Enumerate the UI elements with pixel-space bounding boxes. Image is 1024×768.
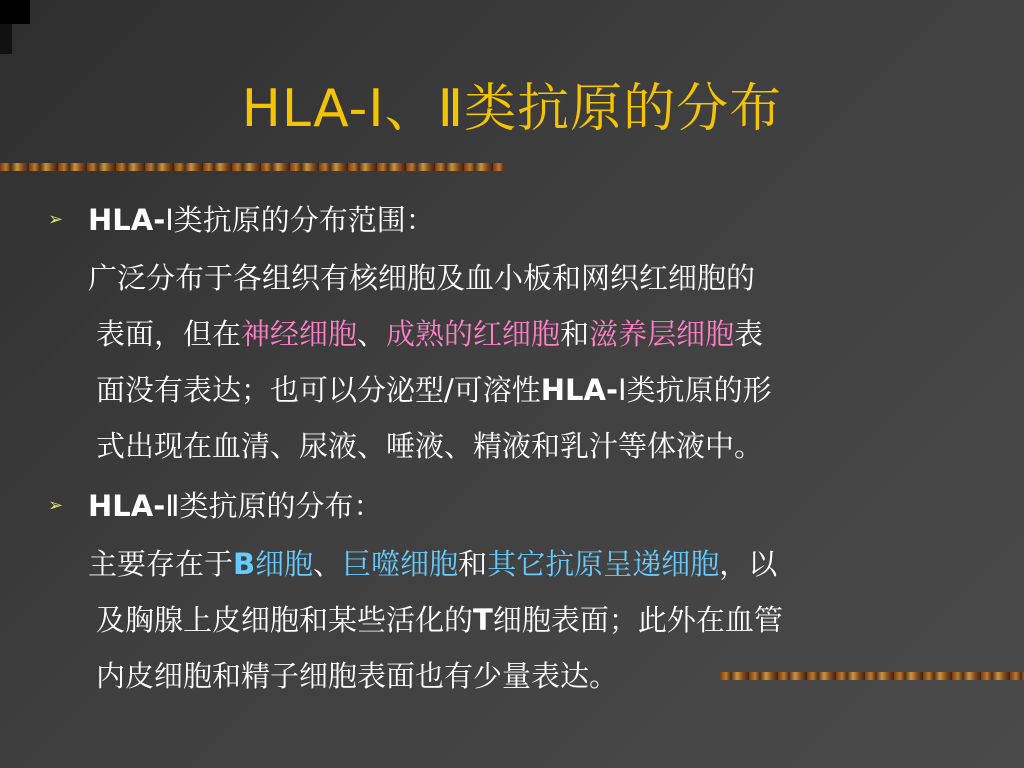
title-underline-stripe bbox=[0, 163, 505, 171]
slide-content bbox=[48, 196, 988, 712]
paragraph-line: 内皮细胞和精子细胞表面也有少量表达。 bbox=[96, 659, 619, 693]
footer-stripe bbox=[720, 672, 1024, 680]
corner-decoration bbox=[0, 0, 30, 24]
slide-title: HLA-Ⅰ、Ⅱ类抗原的分布 bbox=[241, 79, 783, 139]
paragraph-line: 主要存在于B细胞、巨噬细胞和其它抗原呈递细胞，以 bbox=[88, 547, 778, 581]
arrow-bullet-icon: ➢ bbox=[48, 209, 64, 230]
paragraph-line: 面没有表达；也可以分泌型/可溶性HLA-Ⅰ类抗原的形 bbox=[96, 373, 772, 407]
corner-decoration-lower bbox=[0, 24, 12, 54]
bullet-heading: HLA-Ⅰ类抗原的分布范围： bbox=[88, 203, 435, 237]
paragraph-line: 式出现在血清、尿液、唾液、精液和乳汁等体液中。 bbox=[96, 429, 764, 463]
paragraph-line: 表面，但在神经细胞、成熟的红细胞和滋养层细胞表 bbox=[96, 317, 764, 351]
arrow-bullet-icon: ➢ bbox=[48, 495, 64, 516]
bullet-heading: HLA-Ⅱ类抗原的分布： bbox=[88, 489, 383, 523]
paragraph-hla-1 bbox=[48, 250, 988, 474]
bullet-item-hla-1 bbox=[48, 196, 988, 244]
bullet-item-hla-2 bbox=[48, 482, 988, 530]
paragraph-line: 广泛分布于各组织有核细胞及血小板和网织红细胞的 bbox=[88, 261, 756, 295]
paragraph-line: 及胸腺上皮细胞和某些活化的T细胞表面；此外在血管 bbox=[96, 603, 783, 637]
